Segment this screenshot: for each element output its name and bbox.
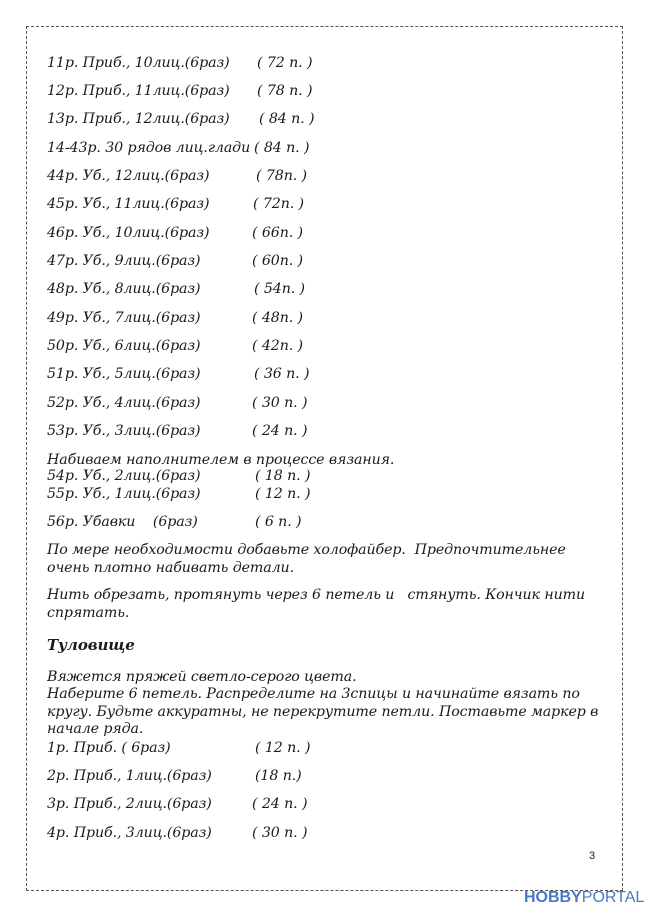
row-desc: 12р. Приб., 11лиц.(6раз)	[47, 83, 230, 99]
row-count: ( 18 п. )	[255, 468, 311, 484]
row-count: ( 24 п. )	[252, 423, 308, 439]
row-desc: 50р. Уб., 6лиц.(6раз)	[47, 338, 201, 354]
row-desc: 53р. Уб., 3лиц.(6раз)	[47, 423, 201, 439]
row-desc: 56р. Убавки (6раз)	[47, 514, 198, 530]
row-desc: 3р. Приб., 2лиц.(6раз)	[47, 796, 212, 812]
row-desc: 54р. Уб., 2лиц.(6раз)	[47, 468, 201, 484]
row-count: ( 48п. )	[252, 310, 303, 326]
row-desc: 45р. Уб., 11лиц.(6раз)	[47, 196, 210, 212]
row-desc: 2р. Приб., 1лиц.(6раз)	[47, 768, 212, 784]
section-intro-instructions: Наберите 6 петель. Распределите на 3спицы и начинайте вязать по кругу. Будьте аккуратны, не перекрутите петли. Поставьте маркер в начале ряда.	[47, 686, 599, 737]
row-count: ( 12 п. )	[255, 486, 311, 502]
row-desc: 13р. Приб., 12лиц.(6раз)	[47, 111, 230, 127]
row-count: ( 6 п. )	[255, 514, 302, 530]
section-intro-yarn: Вяжется пряжей светло-серого цвета.	[47, 669, 357, 685]
row-desc: 49р. Уб., 7лиц.(6раз)	[47, 310, 201, 326]
row-count: ( 84 п. )	[259, 111, 315, 127]
row-count: ( 84 п. )	[254, 140, 310, 156]
note-fiber: По мере необходимости добавьте холофайбер. Предпочтительнее очень плотно набивать детали.	[47, 542, 571, 576]
row-count: ( 78 п. )	[257, 83, 313, 99]
stuffing-note: Набиваем наполнителем в процессе вязания.	[47, 452, 395, 468]
row-count: ( 66п. )	[252, 225, 303, 241]
row-desc: 51р. Уб., 5лиц.(6раз)	[47, 366, 201, 382]
row-desc: 46р. Уб., 10лиц.(6раз)	[47, 225, 210, 241]
row-count: ( 72п. )	[253, 196, 304, 212]
hobbyportal-logo	[524, 889, 644, 907]
page-number: 3	[589, 850, 596, 862]
logo-bold-text: HOBBY	[524, 889, 582, 906]
logo-regular-text: PORTAL	[581, 889, 645, 906]
row-desc: 14-43р. 30 рядов лиц.глади	[47, 140, 251, 156]
row-count: ( 30 п. )	[252, 825, 308, 841]
row-desc: 52р. Уб., 4лиц.(6раз)	[47, 395, 201, 411]
row-desc: 47р. Уб., 9лиц.(6раз)	[47, 253, 201, 269]
row-desc: 55р. Уб., 1лиц.(6раз)	[47, 486, 201, 502]
row-desc: 44р. Уб., 12лиц.(6раз)	[47, 168, 210, 184]
row-count: ( 30 п. )	[252, 395, 308, 411]
row-desc: 4р. Приб., 3лиц.(6раз)	[47, 825, 212, 841]
row-count: ( 36 п. )	[254, 366, 310, 382]
row-count: ( 72 п. )	[257, 55, 313, 71]
row-desc: 1р. Приб. ( 6раз)	[47, 740, 171, 756]
note-finish: Нить обрезать, протянуть через 6 петель и стянуть. Кончик нити спрятать.	[47, 587, 590, 621]
row-count: ( 54п. )	[254, 281, 305, 297]
row-desc: 48р. Уб., 8лиц.(6раз)	[47, 281, 201, 297]
row-count: ( 78п. )	[256, 168, 307, 184]
row-count: ( 60п. )	[252, 253, 303, 269]
row-count: ( 12 п. )	[255, 740, 311, 756]
row-desc: 11р. Приб., 10лиц.(6раз)	[47, 55, 230, 71]
row-count: (18 п.)	[255, 768, 302, 784]
row-count: ( 24 п. )	[252, 796, 308, 812]
section-title: Туловище	[47, 636, 135, 654]
row-count: ( 42п. )	[252, 338, 303, 354]
